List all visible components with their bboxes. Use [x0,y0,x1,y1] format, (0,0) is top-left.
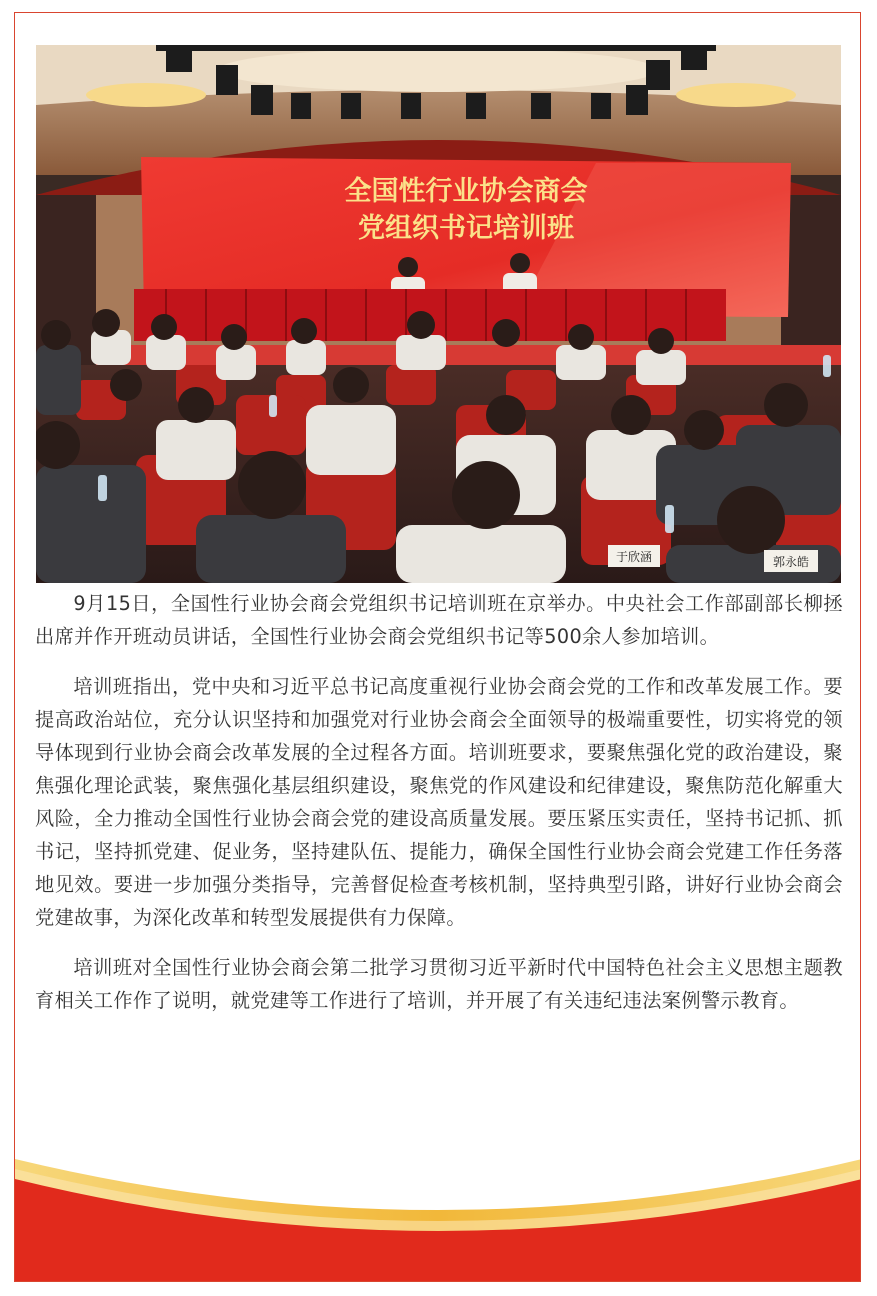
article-paragraph-1: 9月15日，全国性行业协会商会党组织书记培训班在京举办。中央社会工作部副部长柳拯出席并作开班动员讲话，全国性行业协会商会党组织书记等500余人参加培训。 [35,592,843,648]
article-paragraph-3: 培训班对全国性行业协会商会第二批学习贯彻习近平新时代中国特色社会主义思想主题教育相关工作作了说明，就党建等工作进行了培训，并开展了有关违纪违法案例警示教育。 [35,956,843,1012]
meeting-photo [36,45,841,583]
article-frame [14,12,861,1282]
banner-title-line1: 全国性行业协会商会 [344,176,588,207]
footer-wave-decoration [15,1151,861,1281]
banner-title-line2: 党组织书记培训班 [358,213,574,244]
name-card-text-1: 于欣涵 [615,550,653,564]
name-card-text-2: 郭永皓 [772,555,810,569]
article-paragraph-2: 培训班指出，党中央和习近平总书记高度重视行业协会商会党的工作和改革发展工作。要提高政治站位，充分认识坚持和加强党对行业协会商会全面领导的极端重要性，切实将党的领导体现到行业协会商会改革发展的全过程各方面。培训班要求，要聚焦强化党的政治建设，聚焦强化理论武装，聚焦强化基层组织建设，聚焦党的作风建设和纪律建设，聚焦防范化解重大风险，全力推动全国性行业协会商会党的建设高质量发展。要压紧压实责任，坚持书记抓、抓书记，坚持抓党建、促业务，坚持建队伍、提能力，确保全国性行业协会商会党建工作任务落地见效。要进一步加强分类指导，完善督促检查考核机制，坚持典型引路，讲好行业协会商会党建故事，为深化改革和转型发展提供有力保障。 [35,675,843,929]
article-body [35,587,843,1034]
